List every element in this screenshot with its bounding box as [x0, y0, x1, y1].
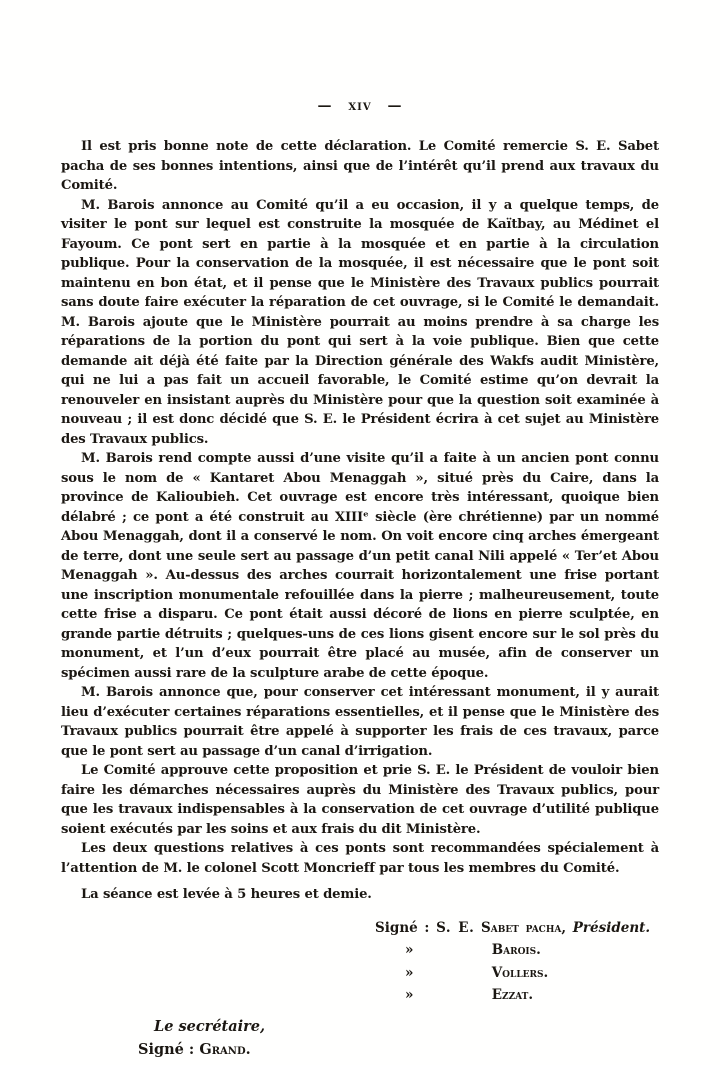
- signature-row-member: [375, 984, 720, 1007]
- president-name: Sabet pacha,: [480, 919, 567, 936]
- secretary-title: Le secrétaire,: [154, 1017, 266, 1035]
- secretary-signed-line: [138, 1038, 720, 1061]
- ditto-mark: »: [405, 964, 414, 981]
- paragraph: Le Comité approuve cette proposition et prie S. E. le Président de vouloir bien faire les démarches nécessaires auprès du Ministère des Travaux publics, pour que les travaux indispensables à la conservation de cet ouvrage d’utilité publique soient exécutés par les soins et aux frais du dit Ministère.: [61, 763, 659, 837]
- signature-row-member: [375, 939, 720, 962]
- president-title: Président.: [572, 919, 651, 936]
- page-number: — xiv —: [317, 98, 403, 114]
- signature-row-member: [375, 962, 720, 985]
- member-name: Ezzat.: [491, 987, 534, 1003]
- paragraph: M. Barois annonce au Comité qu’il a eu occasion, il y a quelque temps, de visiter le pont sur lequel est construite la mosquée de Kaïtbay, au Médinet el Fayoum. Ce pont sert en partie à la mosquée et en partie à la circulation publique. Pour la conservation de la mosquée, il est nécessaire que le pont soit maintenu en bon état, et il pense que le Ministère des Travaux publics pourrait sans doute faire exécuter la réparation de cet ouvrage, si le Comité le demandait. M. Barois ajoute que le Ministère pourrait au moins prendre à sa charge les réparations de la portion du pont qui sert à la voie publique. Bien que cette demande ait déjà été faite par la Direction générale des Wakfs audit Ministère, qui ne lui a pas fait un accueil favorable, le Comité estime qu’on devrait la renouveler en insistant auprès du Ministère pour que la question soit examinée à nouveau ; il est donc décidé que S. E. le Président écrira à cet sujet au Ministère des Travaux publics.: [61, 197, 659, 447]
- member-name: Barois.: [491, 942, 541, 958]
- ditto-mark: »: [405, 942, 414, 958]
- signature-block: [375, 917, 720, 1007]
- paragraph: M. Barois annonce que, pour conserver cet intéressant monument, il y aurait lieu d’exécuter certaines réparations essentielles, et il pense que le Ministère des Travaux publics pourrait être appelé à supporter les frais de ces travaux, parce que le pont sert au passage d’un canal d’irrigation.: [61, 685, 659, 759]
- signed-label: Signé :: [375, 919, 430, 936]
- paragraph-closing: La séance est levée à 5 heures et demie.: [81, 887, 372, 902]
- secretary-block: [138, 1015, 720, 1061]
- document-body: [61, 137, 659, 905]
- secretary-name: Grand.: [199, 1040, 251, 1058]
- paragraph: Les deux questions relatives à ces ponts sont recommandées spécialement à l’attention de M. le colonel Scott Moncrieff par tous les membres du Comité.: [61, 841, 659, 876]
- ditto-mark: »: [405, 987, 414, 1003]
- secretary-signed-label: Signé :: [138, 1040, 195, 1058]
- paragraph: Il est pris bonne note de cette déclaration. Le Comité remercie S. E. Sabet pacha de ses bonnes intentions, ainsi que de l’intérêt qu’il prend aux travaux du Comité.: [61, 139, 659, 193]
- president-honorific: S. E.: [436, 919, 475, 936]
- signature-row-president: [375, 917, 720, 940]
- member-name: Vollers.: [491, 964, 549, 981]
- paragraph: M. Barois rend compte aussi d’une visite qu’il a faite à un ancien pont connu sous le nom de « Kantaret Abou Menaggah », situé près du Caire, dans la province de Kalioubieh. Cet ouvrage est encore très intéressant, quoique bien délabré ; ce pont a été construit au XIIIᵉ siècle (ère chrétienne) par un nommé Abou Menaggah, dont il a conservé le nom. On voit encore cinq arches émergeant de terre, dont une seule sert au passage d’un petit canal Nili appelé « Ter’et Abou Menaggah ». Au-dessus des arches courrait horizontalement une frise portant une inscription monumentale refouillée dans la pierre ; malheureusement, toute cette frise a disparu. Ce pont était aussi décoré de lions en pierre sculptée, en grande partie détruits ; quelques-uns de ces lions gisent encore sur le sol près du monument, et l’un d’eux pourrait être placé au musée, afin de conserver un spécimen aussi rare de la sculpture arabe de cette époque.: [61, 451, 659, 681]
